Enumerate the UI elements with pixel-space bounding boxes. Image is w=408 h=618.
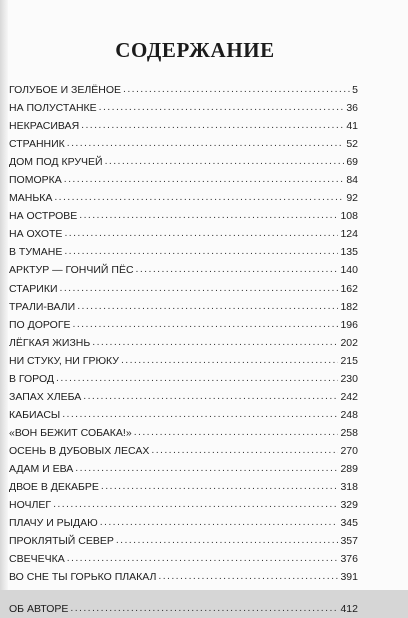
toc-entry bbox=[9, 568, 358, 586]
toc-entry bbox=[9, 207, 358, 225]
toc-leader-dots bbox=[73, 315, 339, 333]
toc-leader-dots bbox=[100, 513, 339, 531]
toc-entry-title: НЕКРАСИВАЯ bbox=[9, 120, 80, 133]
toc-entry-page: 69 bbox=[346, 156, 358, 169]
toc-entry-about-author bbox=[9, 600, 358, 618]
toc-leader-dots bbox=[99, 98, 345, 116]
toc-entry bbox=[9, 81, 358, 99]
toc-leader-dots bbox=[75, 459, 338, 477]
toc-entry bbox=[9, 171, 358, 189]
toc-entry-page: 412 bbox=[340, 603, 358, 616]
toc-entry-page: 230 bbox=[340, 372, 358, 385]
toc-entry bbox=[9, 532, 358, 550]
toc-entry bbox=[9, 388, 358, 406]
toc-leader-dots bbox=[67, 549, 339, 567]
toc-leader-dots bbox=[60, 279, 339, 297]
toc-entry-title: В ТУМАНЕ bbox=[9, 246, 63, 259]
toc-entry-page: 140 bbox=[340, 264, 358, 277]
toc-leader-dots bbox=[158, 567, 338, 585]
toc-entry bbox=[9, 550, 358, 568]
toc-entry bbox=[9, 460, 358, 478]
toc-leader-dots bbox=[92, 333, 338, 351]
toc-entry-page: 5 bbox=[352, 84, 358, 96]
toc-entry-page: 196 bbox=[340, 318, 358, 331]
toc-entry bbox=[9, 189, 358, 207]
toc-entry-title: АРКТУР — ГОНЧИЙ ПЁС bbox=[9, 264, 134, 277]
toc-entry-page: 376 bbox=[340, 553, 358, 566]
toc-entry-title: ЛЁГКАЯ ЖИЗНЬ bbox=[9, 336, 91, 349]
toc-entry-title: СТРАННИК bbox=[9, 138, 65, 151]
toc-entry-title: ВО СНЕ ТЫ ГОРЬКО ПЛАКАЛ bbox=[9, 571, 157, 584]
toc-leader-dots bbox=[151, 441, 338, 459]
toc-entry bbox=[9, 99, 358, 117]
toc-entry-title: СВЕЧЕЧКА bbox=[9, 553, 65, 566]
toc-entry-page: 202 bbox=[340, 336, 358, 349]
toc-entry bbox=[9, 424, 358, 442]
toc-entry-title: ДОМ ПОД КРУЧЕЙ bbox=[9, 156, 103, 169]
toc-entry bbox=[9, 243, 358, 261]
toc-entry-page: 391 bbox=[340, 571, 358, 584]
toc-entry-page: 182 bbox=[340, 300, 358, 313]
toc-leader-dots bbox=[101, 477, 339, 495]
toc-leader-dots bbox=[121, 351, 339, 369]
toc-leader-dots bbox=[64, 170, 345, 188]
toc-entry-title: МАНЬКА bbox=[9, 192, 53, 205]
toc-entry bbox=[9, 442, 358, 460]
toc-entry-page: 215 bbox=[340, 354, 358, 367]
toc-entry-page: 242 bbox=[340, 390, 358, 403]
toc-entry-title: АДАМ И ЕВА bbox=[9, 462, 74, 475]
toc-entry-page: 329 bbox=[340, 499, 358, 512]
toc-leader-dots bbox=[53, 495, 338, 513]
table-of-contents bbox=[9, 81, 358, 618]
page-gutter-shadow bbox=[0, 0, 8, 590]
toc-leader-dots bbox=[134, 423, 339, 441]
toc-entry bbox=[9, 280, 358, 298]
toc-entry-title: ПЛАЧУ И РЫДАЮ bbox=[9, 517, 98, 530]
toc-entry-page: 84 bbox=[346, 174, 358, 187]
toc-leader-dots bbox=[62, 405, 338, 423]
page-title: СОДЕРЖАНИЕ bbox=[115, 38, 275, 62]
toc-entry-title: НА ПОЛУСТАНКЕ bbox=[9, 102, 97, 115]
toc-entry-title: ПОМОРКА bbox=[9, 174, 62, 187]
toc-leader-dots bbox=[83, 387, 338, 405]
toc-entry bbox=[9, 153, 358, 171]
toc-leader-dots bbox=[136, 260, 339, 278]
toc-entry-page: 357 bbox=[340, 535, 358, 548]
toc-entry bbox=[9, 514, 358, 532]
toc-entry-page: 289 bbox=[340, 462, 358, 475]
toc-leader-dots bbox=[56, 369, 338, 387]
toc-entry bbox=[9, 298, 358, 316]
toc-entry-page: 162 bbox=[340, 282, 358, 295]
toc-entry bbox=[9, 261, 358, 279]
toc-entry bbox=[9, 496, 358, 514]
toc-entry bbox=[9, 406, 358, 424]
toc-entry-page: 248 bbox=[340, 408, 358, 421]
toc-entry bbox=[9, 370, 358, 388]
toc-entry-title: НОЧЛЕГ bbox=[9, 499, 52, 512]
toc-entry bbox=[9, 117, 358, 135]
toc-entry-title: СТАРИКИ bbox=[9, 282, 58, 295]
toc-entry-title: ОБ АВТОРЕ bbox=[9, 603, 69, 616]
toc-entry-title: ПО ДОРОГЕ bbox=[9, 318, 71, 331]
toc-leader-dots bbox=[54, 188, 344, 206]
toc-entry-title: ТРАЛИ-ВАЛИ bbox=[9, 300, 76, 313]
toc-entry-page: 345 bbox=[340, 517, 358, 530]
toc-entry bbox=[9, 225, 358, 243]
toc-entry bbox=[9, 316, 358, 334]
toc-leader-dots bbox=[64, 224, 338, 242]
toc-leader-dots bbox=[64, 242, 338, 260]
toc-leader-dots bbox=[67, 134, 345, 152]
toc-entry-title: НИ СТУКУ, НИ ГРЮКУ bbox=[9, 354, 119, 367]
toc-entry-title: НА ОСТРОВЕ bbox=[9, 210, 78, 223]
toc-entry-page: 52 bbox=[346, 138, 358, 151]
toc-leader-dots bbox=[81, 116, 344, 134]
toc-entry-page: 270 bbox=[340, 444, 358, 457]
toc-entry-title: КАБИАСЫ bbox=[9, 408, 61, 421]
toc-entry bbox=[9, 334, 358, 352]
toc-entry-title: ОСЕНЬ В ДУБОВЫХ ЛЕСАХ bbox=[9, 444, 150, 457]
toc-entry bbox=[9, 352, 358, 370]
toc-entry-page: 258 bbox=[340, 426, 358, 439]
toc-leader-dots bbox=[77, 297, 338, 315]
toc-leader-dots bbox=[116, 531, 339, 549]
toc-entry-title: ПРОКЛЯТЫЙ СЕВЕР bbox=[9, 535, 114, 548]
toc-entry-page: 124 bbox=[340, 228, 358, 241]
toc-entry-page: 41 bbox=[346, 120, 358, 133]
toc-entry-page: 135 bbox=[340, 246, 358, 259]
toc-entry bbox=[9, 478, 358, 496]
toc-entry-title: В ГОРОД bbox=[9, 372, 55, 385]
toc-entry-title: ГОЛУБОЕ И ЗЕЛЁНОЕ bbox=[9, 84, 122, 96]
toc-leader-dots bbox=[70, 599, 338, 617]
toc-entry-page: 36 bbox=[346, 102, 358, 115]
toc-leader-dots bbox=[123, 80, 350, 98]
toc-entry bbox=[9, 135, 358, 153]
toc-entry-title: «ВОН БЕЖИТ СОБАКА!» bbox=[9, 426, 132, 439]
toc-entry-page: 108 bbox=[340, 210, 358, 223]
toc-entry-title: НА ОХОТЕ bbox=[9, 228, 63, 241]
toc-leader-dots bbox=[79, 206, 338, 224]
toc-entry-title: ЗАПАХ ХЛЕБА bbox=[9, 390, 82, 403]
toc-entry-title: ДВОЕ В ДЕКАБРЕ bbox=[9, 481, 99, 494]
toc-entry-page: 92 bbox=[346, 192, 358, 205]
toc-leader-dots bbox=[105, 152, 345, 170]
toc-entry-page: 318 bbox=[340, 481, 358, 494]
